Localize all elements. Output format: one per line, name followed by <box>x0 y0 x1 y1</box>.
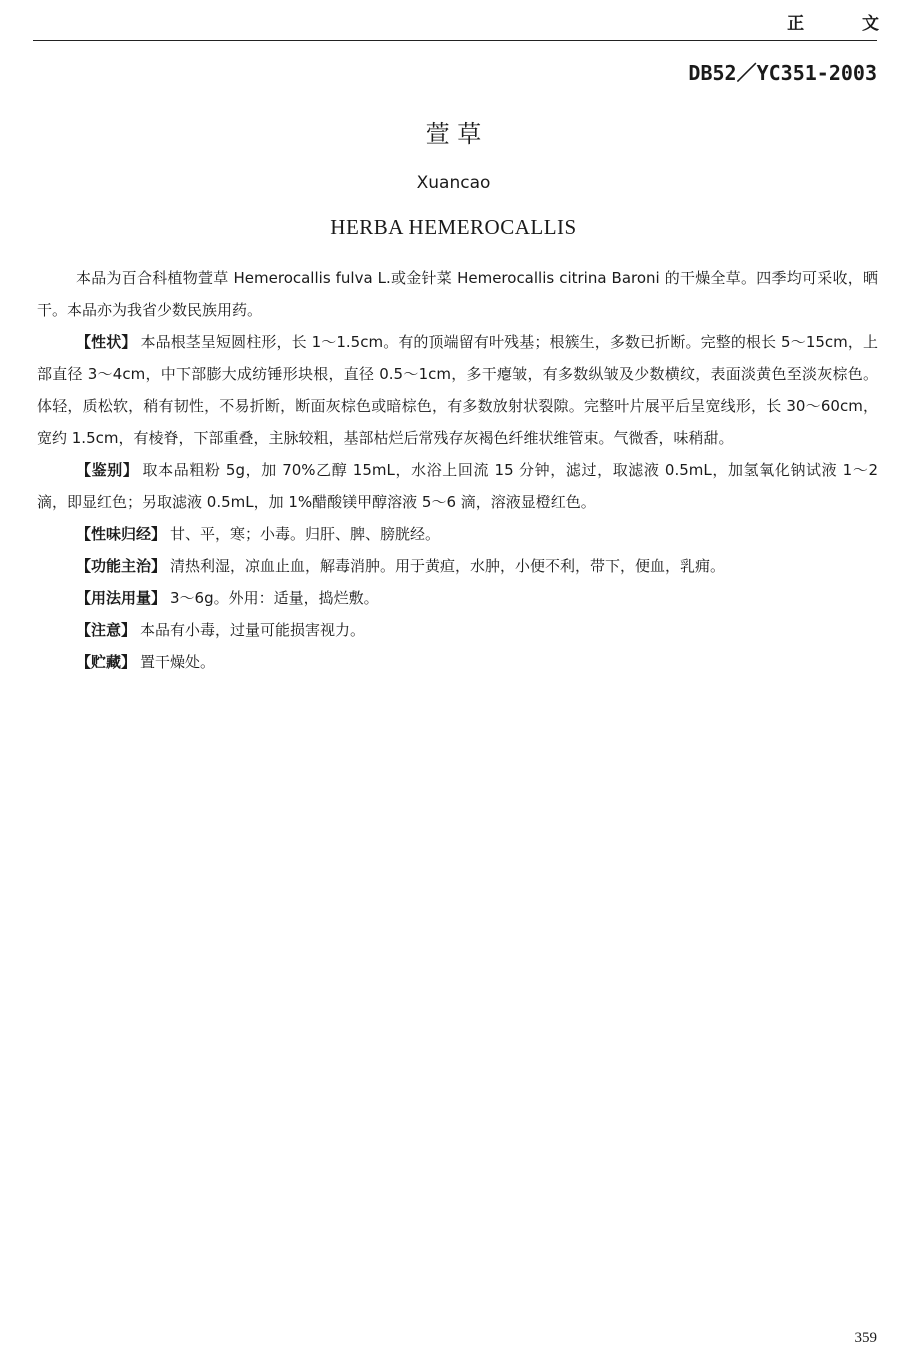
section-nature-meridian <box>37 518 878 550</box>
section-label: 【功能主治】 <box>76 557 167 575</box>
section-label: 【性状】 <box>76 333 137 351</box>
section-text: 甘、平，寒；小毒。归肝、脾、膀胱经。 <box>170 525 441 543</box>
section-storage <box>37 646 878 678</box>
section-usage-dosage <box>37 582 878 614</box>
section-label: 【性味归经】 <box>76 525 167 543</box>
page-number: 359 <box>854 1330 877 1346</box>
section-description <box>37 326 878 454</box>
section-text: 本品有小毒，过量可能损害视力。 <box>140 621 366 639</box>
section-label: 【鉴别】 <box>76 461 139 479</box>
latin-title: HERBA HEMEROCALLIS <box>330 215 577 239</box>
section-text: 本品根茎呈短圆柱形，长 1～1.5cm。有的顶端留有叶残基；根簇生，多数已折断。完整的根长 5～15cm，上部直径 3～4cm，中下部膨大成纺锤形块根，直径 0.5～1cm，多干瘪皱，有多数纵皱及少数横纹，表面淡黄色至淡灰棕色。体轻，质松软，稍有韧性，不易折断，断面灰棕色或暗棕色，有多数放射状裂隙。完整叶片展平后呈宽线形，长 30～60cm，宽约 1.5cm，有棱脊，下部重叠，主脉较粗，基部枯烂后常残存灰褐色纤维状维管束。气微香，味稍甜。 <box>37 333 878 447</box>
section-label: 【注意】 <box>76 621 137 639</box>
standard-code: DB52／YC351-2003 <box>688 61 877 85</box>
header-divider <box>33 40 877 41</box>
pinyin-title: Xuancao <box>416 173 491 193</box>
section-identification <box>37 454 878 518</box>
section-label: 【贮藏】 <box>76 653 137 671</box>
running-header-section: 正 文 <box>787 14 905 34</box>
intro-paragraph: 本品为百合科植物萱草 Hemerocallis fulva L.或金针菜 Hemerocallis citrina Baroni 的干燥全草。四季均可采收，晒干。本品亦为我省少数民族用药。 <box>37 269 878 319</box>
section-precautions <box>37 614 878 646</box>
page-title: 萱 草 <box>425 120 482 148</box>
section-text: 置干燥处。 <box>140 653 216 671</box>
section-text: 清热利湿，凉血止血，解毒消肿。用于黄疸，水肿，小便不利，带下，便血，乳痈。 <box>170 557 726 575</box>
section-text: 3～6g。外用：适量，捣烂敷。 <box>170 589 379 607</box>
section-label: 【用法用量】 <box>76 589 167 607</box>
section-text: 取本品粗粉 5g，加 70%乙醇 15mL，水浴上回流 15 分钟，滤过，取滤液 0.5mL，加氢氧化钠试液 1～2 滴，即显红色；另取滤液 0.5mL，加 1%醋酸镁甲醇溶液 5～6 滴，溶液显橙红色。 <box>37 461 878 511</box>
monograph-body <box>37 262 878 678</box>
section-functions-indications <box>37 550 878 582</box>
